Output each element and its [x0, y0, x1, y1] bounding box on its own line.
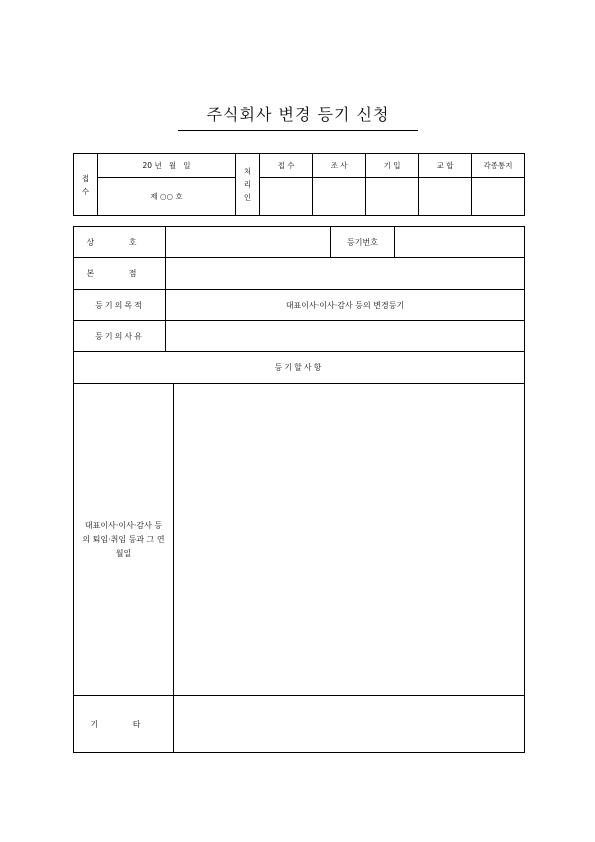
processor-field-receipt[interactable]: [260, 178, 313, 216]
processor-col-entry: [366, 154, 419, 178]
registration-number-label-text: 등기번호: [347, 237, 378, 247]
document-title-text: 주식회사 변경 등기 신청: [206, 105, 390, 124]
processor-col-collation: [419, 154, 472, 178]
trade-name-label: [74, 227, 166, 258]
head-office-label-text: 본 점: [86, 269, 153, 278]
trade-name-field[interactable]: [166, 227, 331, 258]
processor-side-label-text: 처리인: [243, 167, 252, 202]
items-header: [74, 352, 525, 384]
processor-field-notice[interactable]: [472, 178, 525, 216]
changes-field[interactable]: [174, 384, 525, 696]
changes-label: [74, 384, 174, 696]
processor-col-receipt: [260, 154, 313, 178]
receipt-side-label-text: 접수: [81, 173, 90, 196]
processor-field-entry[interactable]: [366, 178, 419, 216]
processor-col-investigation: [313, 154, 366, 178]
processor-field-investigation[interactable]: [313, 178, 366, 216]
processor-col-investigation-text: 조 사: [330, 161, 348, 170]
purpose-label-text: 등기의목적: [95, 300, 144, 310]
changes-label-text: 대표이사·이사·감사 등의 퇴임·취임 등과 그 연월일: [82, 520, 165, 558]
receipt-date: [98, 154, 236, 178]
processor-col-notice-text: 각종통지: [483, 161, 513, 170]
reason-field[interactable]: [166, 321, 525, 352]
purpose-field[interactable]: [166, 290, 525, 321]
approval-table: [73, 153, 525, 216]
head-office-field[interactable]: [166, 258, 525, 290]
reason-label-text: 등기의사유: [95, 331, 144, 341]
items-header-text: 등기할사항: [274, 363, 324, 372]
registration-number-label: [331, 227, 395, 258]
processor-field-collation[interactable]: [419, 178, 472, 216]
receipt-number: [98, 178, 236, 216]
head-office-label: [74, 258, 166, 290]
processor-col-collation-text: 교 합: [436, 161, 454, 170]
registration-number-field[interactable]: [395, 227, 525, 258]
trade-name-label-text: 상 호: [86, 237, 153, 247]
receipt-side-label: [74, 154, 98, 216]
application-form-table: [73, 226, 525, 753]
processor-col-entry-text: 기 입: [383, 161, 401, 170]
purpose-value: 대표이사·이사·감사 등의 변경등기: [285, 300, 405, 310]
reason-label: [74, 321, 166, 352]
processor-col-receipt-text: 접 수: [277, 161, 295, 170]
receipt-number-text: 제 ○○ 호: [150, 192, 183, 201]
processor-side-label: [236, 154, 260, 216]
document-title: [178, 100, 418, 131]
other-label: [74, 696, 174, 753]
purpose-label: [74, 290, 166, 321]
processor-col-notice: [472, 154, 525, 178]
receipt-date-text: 20 년 월 일: [142, 161, 191, 170]
other-field[interactable]: [174, 696, 525, 753]
other-label-text: 기 타: [90, 719, 157, 729]
